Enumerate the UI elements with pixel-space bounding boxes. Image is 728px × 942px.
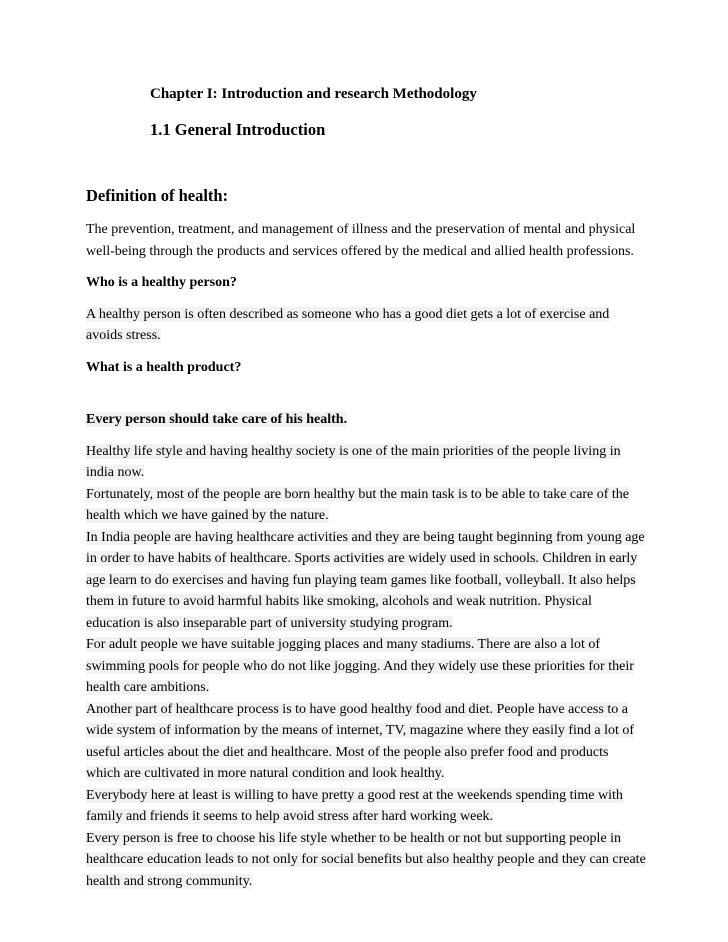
definition-text: The prevention, treatment, and management of illness and the preservation of mental and physical well-being through the products and services offered by the medical and allied health professions. xyxy=(86,222,636,259)
paragraph xyxy=(86,828,646,893)
paragraph-text: Fortunately, most of the people are born healthy but the main task is to be able to take care of the health which we have gained by the nature. xyxy=(86,486,629,523)
paragraph xyxy=(86,441,646,484)
question-health-product: What is a health product? xyxy=(86,359,242,375)
paragraph-text: Another part of healthcare process is to have good healthy food and diet. People have access to a wide system of information by the means of internet, TV, magazine where they easily find a lot of useful articles about the diet and healthcare. Most of the people also prefer food and products which are cultivated in more natural condition and look healthy. xyxy=(86,701,635,781)
answer-healthy-person xyxy=(86,304,646,347)
paragraph xyxy=(86,484,646,527)
definition-heading: Definition of health: xyxy=(86,186,229,205)
paragraph-text: Every person is free to choose his life style whether to be health or not but supporting people in healthcare education leads to not only for social benefits but also healthy people and they can create health and strong community. xyxy=(86,830,646,889)
body-paragraphs xyxy=(86,441,646,893)
chapter-title: Chapter I: Introduction and research Methodology xyxy=(150,86,477,102)
paragraph-text: Everybody here at least is willing to have pretty a good rest at the weekends spending time with family and friends it seems to help avoid stress after hard working week. xyxy=(86,787,623,824)
paragraph xyxy=(86,527,646,635)
section-title: 1.1 General Introduction xyxy=(150,120,326,139)
statement-text: Every person should take care of his health. xyxy=(86,412,348,427)
paragraph-text: Healthy life style and having healthy society is one of the main priorities of the people living in india now. xyxy=(86,443,621,480)
paragraph xyxy=(86,699,646,785)
paragraph xyxy=(86,785,646,828)
answer-text: A healthy person is often described as someone who has a good diet gets a lot of exercise and avoids stress. xyxy=(86,306,610,343)
paragraph xyxy=(86,634,646,699)
paragraph-text: In India people are having healthcare activities and they are being taught beginning from young age in order to have habits of healthcare. Sports activities are widely used in schools. Children in early age learn to do exercises and having fun playing team games like football, volleyball. It also helps them in future to avoid harmful habits like smoking, alcohols and weak nutrition. Physical education is also inseparable part of university studying program. xyxy=(86,529,645,631)
statement-take-care xyxy=(86,409,646,431)
document-body xyxy=(86,185,646,892)
paragraph-text: For adult people we have suitable jogging places and many stadiums. There are also a lot of swimming pools for people who do not like jogging. And they widely use these priorities for their health care ambitions. xyxy=(86,637,634,695)
question-healthy-person: Who is a healthy person? xyxy=(86,275,237,290)
